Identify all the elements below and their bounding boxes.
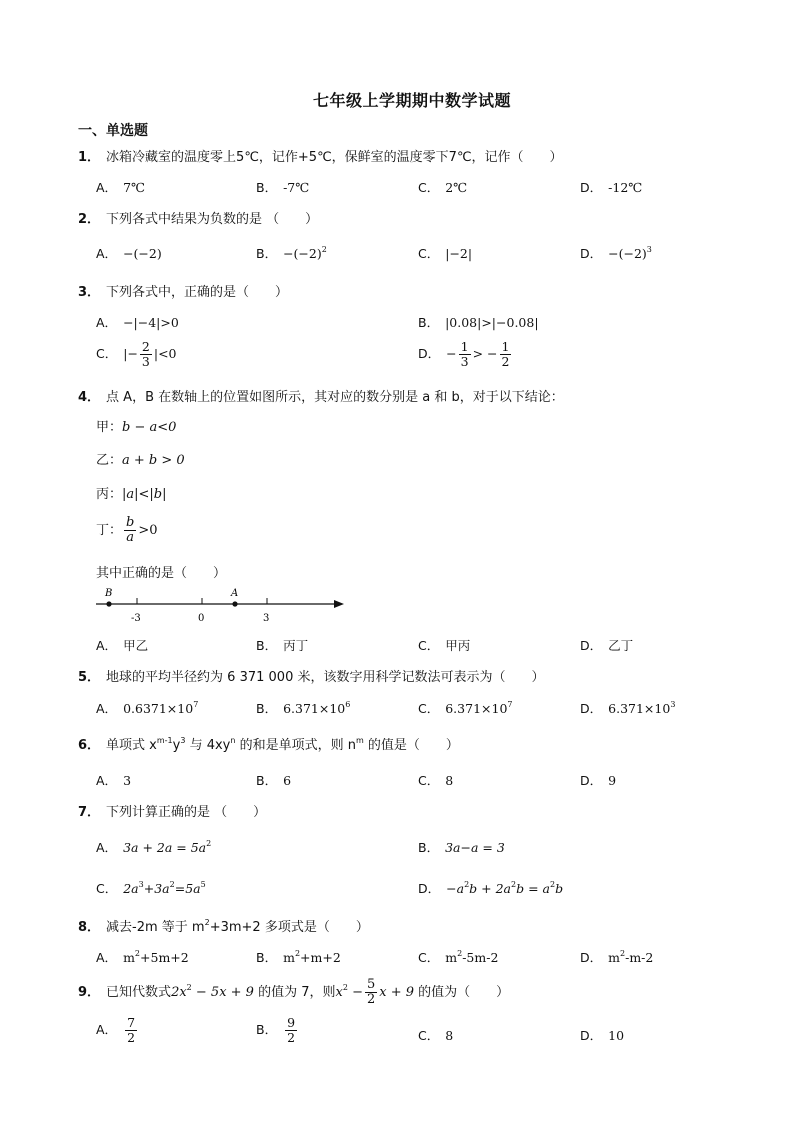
question-number: 4． [78, 390, 101, 405]
option-c: C． $m^2-5m-2$ [418, 949, 499, 965]
question-number: 1． [78, 150, 101, 165]
tick-label: 0 [198, 613, 205, 624]
question-2 [78, 208, 318, 227]
option-d: D． $6.371\times 10^3$ [580, 700, 676, 716]
statement-yi: 乙：a + b > 0 [96, 453, 185, 468]
option-b: B． $\frac{9}{2}$ [256, 1015, 296, 1045]
question-prompt: 其中正确的是（ ） [96, 566, 227, 581]
option-c: C． $2a^3+3a^2=5a^5$ [96, 880, 206, 896]
question-text: 下列各式中结果为负数的是 （ ） [106, 212, 319, 227]
option-b: B． |0.08|>|−0.08| [418, 315, 539, 330]
number-line-figure [90, 586, 350, 628]
question-text: 地球的平均半径约为 6 371 000 米，该数字用科学记数法可表示为（ ） [106, 670, 545, 685]
question-number: 2． [78, 212, 101, 227]
point-a-label: A [231, 588, 239, 599]
option-d: D． $-a^2b + 2a^2b = a^2b$ [418, 880, 564, 896]
question-number: 9． [78, 985, 101, 1000]
option-d: D． 9 [580, 773, 617, 788]
option-c: C． 甲丙 [418, 638, 471, 653]
question-text: 冰箱冷藏室的温度零上5℃，记作+5℃，保鲜室的温度零下7℃，记作（ ） [106, 150, 563, 165]
option-b: B． $-(-2)^2$ [256, 245, 327, 261]
question-number: 5． [78, 670, 101, 685]
option-b: B． 丙丁 [256, 638, 309, 653]
question-number: 3． [78, 285, 101, 300]
fraction: $\frac{1}{2}$ [501, 339, 510, 369]
page-title: 七年级上学期期中数学试题 [312, 91, 511, 110]
option-d: D． 乙丁 [580, 638, 634, 653]
question-9: 9． 已知代数式$2x^2 - 5x + 9$ 的值为 7，则$x^2$ − $\frac{5}{2}$ x + 9 的值为（ ） [78, 977, 510, 1007]
question-number: 7． [78, 805, 101, 820]
option-b: B． 6 [256, 773, 292, 788]
option-c: C． 8 [418, 1028, 454, 1043]
question-text: 点 A，B 在数轴上的位置如图所示，其对应的数分别是 a 和 b，对于以下结论： [106, 390, 564, 405]
option-c: C． 2℃ [418, 180, 468, 195]
section-heading: 一、单选题 [78, 123, 148, 139]
question-number: 6． [78, 738, 101, 753]
option-d: D． $m^2-m-2$ [580, 949, 654, 965]
point-a-dot [232, 601, 237, 606]
option-a: A． $0.6371\times 10^7$ [96, 700, 199, 716]
fraction: $\frac{b}{a}$ [126, 515, 135, 545]
tick-label: 3 [263, 613, 270, 624]
question-7 [78, 801, 266, 820]
question-number: 8． [78, 920, 101, 935]
fraction: $\frac{2}{3}$ [141, 339, 150, 369]
question-4 [78, 386, 564, 405]
option-b: B． $6.371\times 10^6$ [256, 700, 351, 716]
question-6: 6． 单项式 $x^{m-1}y^3$ 与 $4xy^n$ 的和是单项式，则 $n^m$ 的值是（ ） [78, 736, 459, 753]
question-8: 8． 减去-2m 等于 $m^2+3m+2$ 多项式是（ ） [78, 918, 369, 935]
tick-label: -3 [131, 613, 141, 624]
fraction: $\frac{1}{3}$ [460, 339, 469, 369]
option-c: C． |− $\frac{2}{3}$ |<0 [96, 339, 177, 369]
option-d: D． -12℃ [580, 180, 643, 195]
option-d: D． − $\frac{1}{3}$ > − $\frac{1}{2}$ [418, 339, 510, 369]
option-a: A． −|−4|>0 [96, 315, 179, 330]
question-5 [78, 666, 544, 685]
statement-ding: 丁： $\frac{b}{a}$ >0 [96, 515, 158, 545]
option-c: C． |−2| [418, 246, 473, 261]
point-b-label: B [105, 588, 113, 599]
option-a: A． $3a + 2a = 5a^2$ [96, 839, 212, 855]
option-c: C． 8 [418, 773, 454, 788]
option-a: A． $m^2+5m+2$ [96, 949, 189, 965]
option-c: C． $6.371\times 10^7$ [418, 700, 513, 716]
option-a: A． −(−2) [96, 246, 162, 261]
statement-bing: 丙：|a|<|b| [96, 487, 167, 502]
option-d: D． 10 [580, 1028, 625, 1043]
question-1 [78, 146, 563, 165]
option-a: A． $\frac{7}{2}$ [96, 1015, 136, 1045]
arrow-head-icon [334, 600, 344, 608]
option-a: A． 甲乙 [96, 638, 149, 653]
fraction: $\frac{7}{2}$ [127, 1015, 136, 1045]
option-b: B． 3a−a = 3 [418, 840, 505, 855]
fraction: $\frac{5}{2}$ [366, 977, 376, 1007]
point-b-dot [106, 601, 111, 606]
question-text: 下列计算正确的是 （ ） [106, 805, 267, 820]
option-b: B． $m^2+m+2$ [256, 949, 341, 965]
option-b: B． -7℃ [256, 180, 310, 195]
statement-jia: 甲：b − a<0 [96, 420, 177, 435]
question-3 [78, 281, 288, 300]
option-d: D． $-(-2)^3$ [580, 245, 652, 261]
question-text: 下列各式中，正确的是（ ） [106, 285, 289, 300]
fraction: $\frac{9}{2}$ [287, 1015, 296, 1045]
option-a: A． 7℃ [96, 180, 145, 195]
option-a: A． 3 [96, 773, 132, 788]
